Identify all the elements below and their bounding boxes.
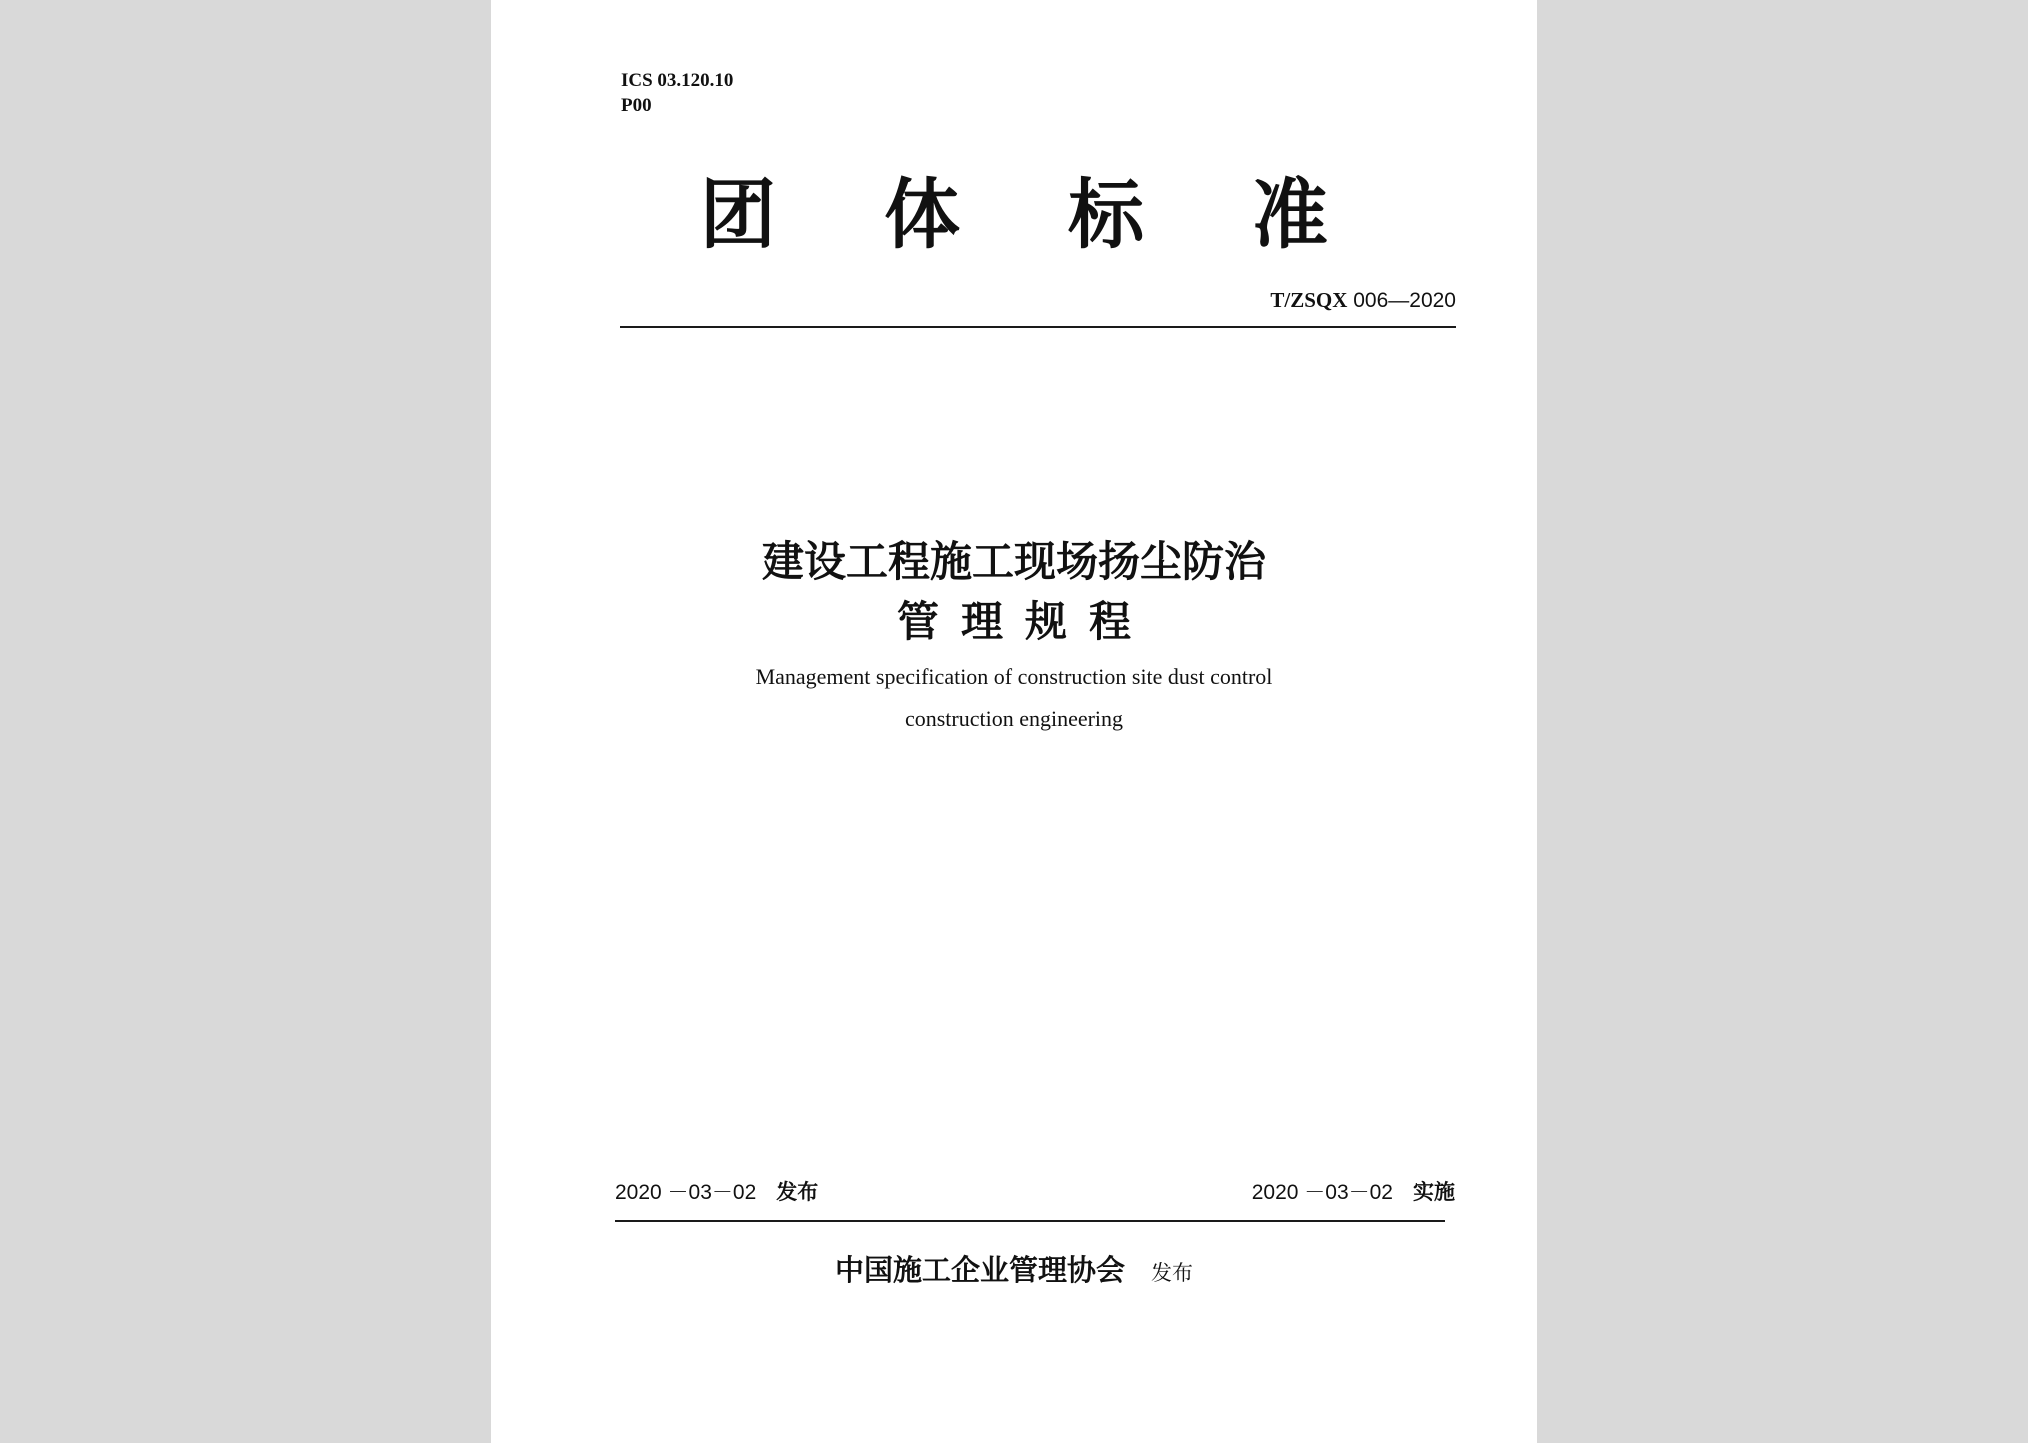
chinese-title-line-1: 建设工程施工现场扬尘防治: [761, 537, 1266, 586]
issue-date-value: 2020 －03－02: [615, 1181, 757, 1204]
chinese-title-line-2: 管理规程: [896, 597, 1153, 646]
publisher-name: 中国施工企业管理协会: [834, 1253, 1125, 1287]
issue-label: 发布: [776, 1180, 819, 1204]
english-title-line-2: construction engineering: [904, 706, 1124, 731]
standard-code-prefix: T/ZSQX: [1270, 288, 1348, 312]
standard-type: 团体标准: [700, 170, 1436, 259]
ics-code: ICS 03.120.10: [621, 70, 734, 91]
publisher-label: 发布: [1151, 1261, 1193, 1285]
chinese-title: [491, 532, 1537, 652]
issue-date: [615, 1176, 818, 1206]
top-rule: [620, 326, 1456, 328]
bottom-rule: [615, 1220, 1445, 1222]
implementation-date: [1252, 1176, 1455, 1206]
ccs-code: P00: [621, 95, 652, 116]
classification-block: [621, 68, 733, 118]
publisher: [491, 1248, 1537, 1289]
standard-code-number: 006—2020: [1353, 289, 1456, 312]
english-title: [491, 656, 1537, 740]
english-title-line-1: Management specification of construction site dust control: [755, 664, 1273, 689]
document-page: [491, 0, 1537, 1443]
standard-code: [1270, 288, 1456, 313]
implementation-label: 实施: [1413, 1180, 1455, 1204]
implementation-date-value: 2020 －03－02: [1251, 1181, 1393, 1204]
